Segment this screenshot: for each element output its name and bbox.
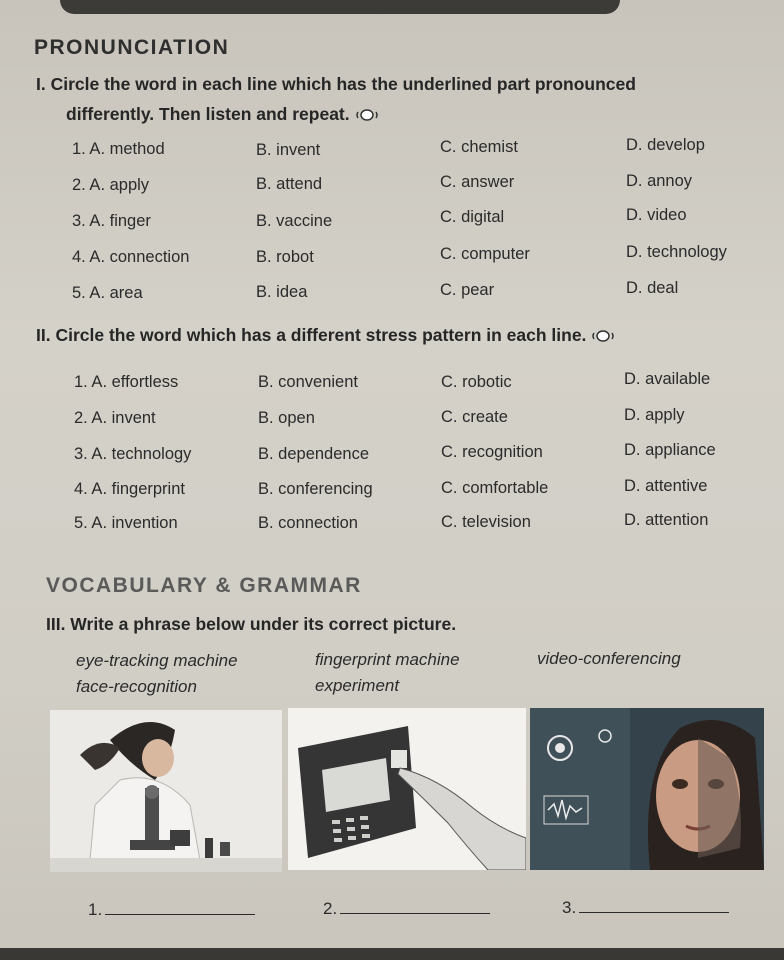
phrase-item: eye-tracking machine: [76, 651, 238, 670]
answer-blank-2[interactable]: 2.: [323, 899, 490, 919]
option: C. create: [441, 408, 508, 426]
option: 3. A. technology: [74, 445, 192, 463]
option: 4. A. fingerprint: [74, 480, 185, 498]
page-bottom-edge: [0, 948, 784, 960]
exercise-1-instruction-line2: differently. Then listen and repeat.: [66, 104, 378, 125]
option: D. deal: [626, 279, 679, 297]
exercise-3-instruction: III. Write a phrase below under its correct picture.: [46, 614, 457, 634]
option: C. pear: [440, 281, 495, 299]
option: 1. A. method: [72, 140, 165, 158]
option: 2. A. invent: [74, 409, 156, 427]
option: B. idea: [256, 283, 308, 301]
option: B. open: [258, 409, 315, 427]
option: D. available: [624, 370, 711, 388]
phrase-item: face-recognition: [76, 677, 197, 696]
option: 5. A. area: [72, 284, 143, 302]
section-heading-pronunciation: PRONUNCIATION: [34, 36, 230, 59]
phrase-item: experiment: [315, 676, 400, 695]
audio-icon: [356, 108, 378, 122]
answer-blank-1[interactable]: 1.: [88, 900, 255, 920]
option: B. convenient: [258, 373, 358, 391]
option: B. connection: [258, 514, 358, 532]
face-recognition-picture: [530, 708, 764, 870]
option: B. vaccine: [256, 212, 333, 230]
option: C. chemist: [440, 138, 518, 156]
option: C. digital: [440, 208, 505, 226]
phrase-item: video-conferencing: [537, 649, 681, 668]
fingerprint-scanner-picture: [288, 708, 526, 870]
audio-icon: [592, 329, 614, 343]
option: B. conferencing: [258, 480, 373, 498]
scientist-microscope-picture: [50, 710, 282, 872]
option: 5. A. invention: [74, 514, 178, 532]
option: C. robotic: [441, 373, 512, 391]
option: C. recognition: [441, 443, 543, 461]
option: B. dependence: [258, 445, 370, 463]
option: D. annoy: [626, 172, 693, 190]
option: 1. A. effortless: [74, 373, 179, 391]
option: D. technology: [626, 243, 727, 261]
option: D. attentive: [624, 477, 708, 495]
option: C. computer: [440, 245, 530, 263]
option: C. answer: [440, 173, 515, 191]
option: C. television: [441, 513, 531, 531]
exercise-1-instruction-line1: I. Circle the word in each line which has the underlined part pronounced: [36, 74, 636, 94]
option: B. invent: [256, 141, 321, 159]
exercise-2-instruction: II. Circle the word which has a different stress pattern in each line.: [36, 325, 614, 346]
phrase-item: fingerprint machine: [315, 650, 460, 669]
option: B. robot: [256, 248, 314, 266]
option: D. video: [626, 206, 687, 224]
option: C. comfortable: [441, 479, 549, 497]
option: 3. A. finger: [72, 212, 151, 230]
option: B. attend: [256, 175, 323, 193]
option: 2. A. apply: [72, 176, 150, 194]
section-heading-vocabulary-grammar: VOCABULARY & GRAMMAR: [46, 574, 362, 597]
option: D. attention: [624, 511, 709, 529]
answer-blank-3[interactable]: 3.: [562, 898, 729, 918]
page-top-edge: [60, 0, 620, 14]
option: 4. A. connection: [72, 248, 190, 266]
option: D. apply: [624, 406, 685, 424]
option: D. develop: [626, 136, 705, 154]
option: D. appliance: [624, 441, 716, 459]
